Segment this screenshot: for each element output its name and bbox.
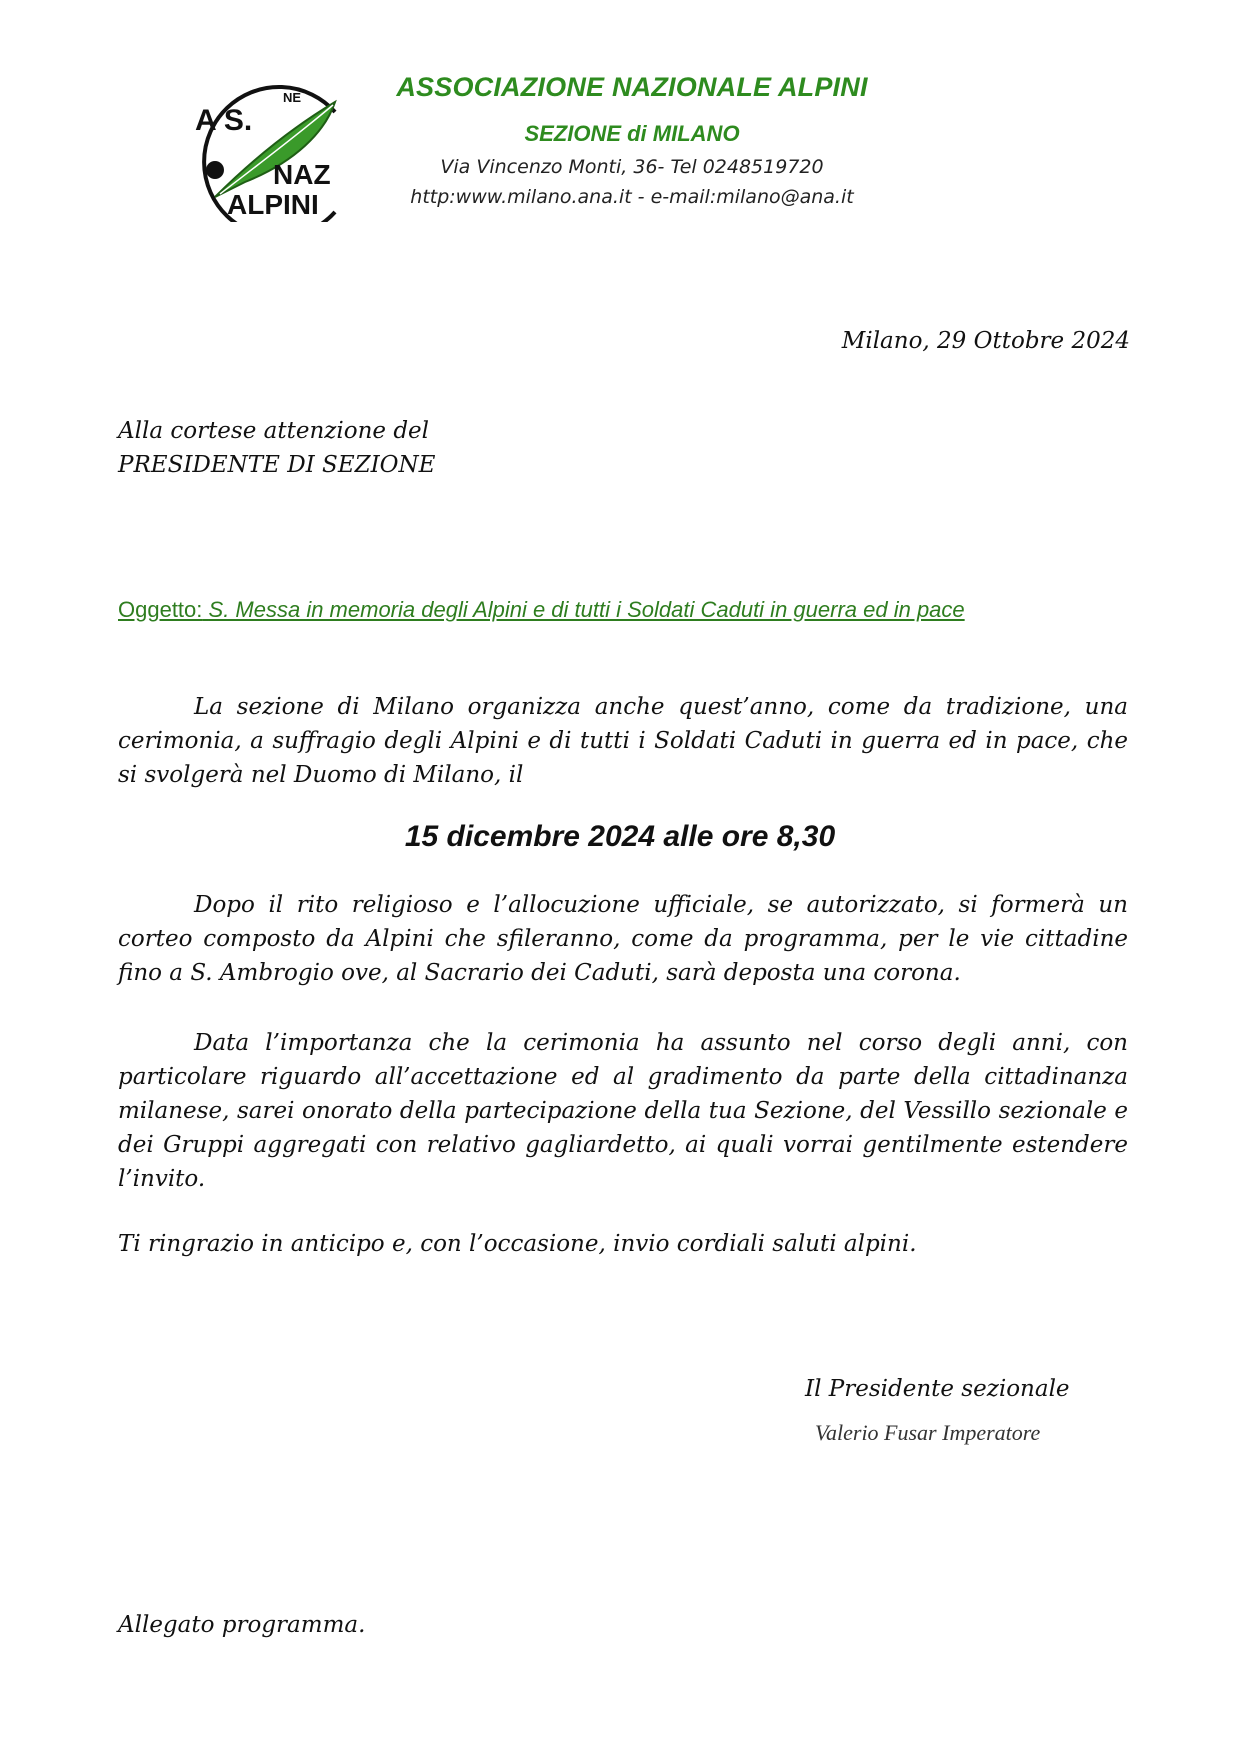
association-address: Via Vincenzo Monti, 36- Tel 0248519720: [440, 156, 824, 178]
paragraph-2: Dopo il rito religioso e l’allocuzione ufficiale, se autorizzato, si formerà un corteo composto da Alpini che sfileranno, come da programma, per le vie cittadine fino a S. Ambrogio ove, al Sacrario dei Caduti, sarà deposta una corona.: [118, 892, 1128, 986]
ana-logo: [185, 72, 345, 222]
attachment-note: Allegato programma.: [118, 1612, 366, 1638]
association-web-email: http:www.milano.ana.it - e-mail:milano@ana.it: [410, 186, 854, 208]
subject-line: [118, 597, 965, 623]
svg-text:A S.: A S.: [195, 104, 253, 137]
event-date-time: 15 dicembre 2024 alle ore 8,30: [404, 820, 836, 853]
signature-role: Il Presidente sezionale: [805, 1376, 1070, 1402]
subject-text: S. Messa in memoria degli Alpini e di tutti i Soldati Caduti in guerra ed in pace: [208, 597, 965, 622]
letter-date: Milano, 29 Ottobre 2024: [841, 328, 1130, 354]
svg-text:NAZ: NAZ: [273, 159, 331, 190]
addressee-line-1: Alla cortese attenzione del: [118, 418, 430, 444]
section-name: SEZIONE di MILANO: [524, 121, 740, 146]
addressee-line-2: PRESIDENTE DI SEZIONE: [118, 452, 436, 478]
paragraph-4: Ti ringrazio in anticipo e, con l’occasione, invio cordiali saluti alpini.: [118, 1231, 917, 1257]
paragraph-1: La sezione di Milano organizza anche quest’anno, come da tradizione, una cerimonia, a suffragio degli Alpini e di tutti i Soldati Caduti in guerra ed in pace, che si svolgerà nel Duomo di Milano, il: [118, 694, 1128, 788]
signature-name: Valerio Fusar Imperatore: [815, 1420, 1041, 1445]
subject-label: Oggetto:: [118, 597, 203, 622]
paragraph-3: Data l’importanza che la cerimonia ha assunto nel corso degli anni, con particolare riguardo all’accettazione ed al gradimento da parte della cittadinanza milanese, sarei onorato della partecipazione della tua Sezione, del Vessillo sezionale e dei Gruppi aggregati con relativo gagliardetto, ai quali vorrai gentilmente estendere l’invito.: [118, 1030, 1128, 1192]
addressee: [118, 414, 435, 482]
svg-text:ALPINI: ALPINI: [227, 189, 319, 220]
association-title: ASSOCIAZIONE NAZIONALE ALPINI: [396, 72, 868, 102]
svg-text:NE: NE: [283, 90, 302, 105]
